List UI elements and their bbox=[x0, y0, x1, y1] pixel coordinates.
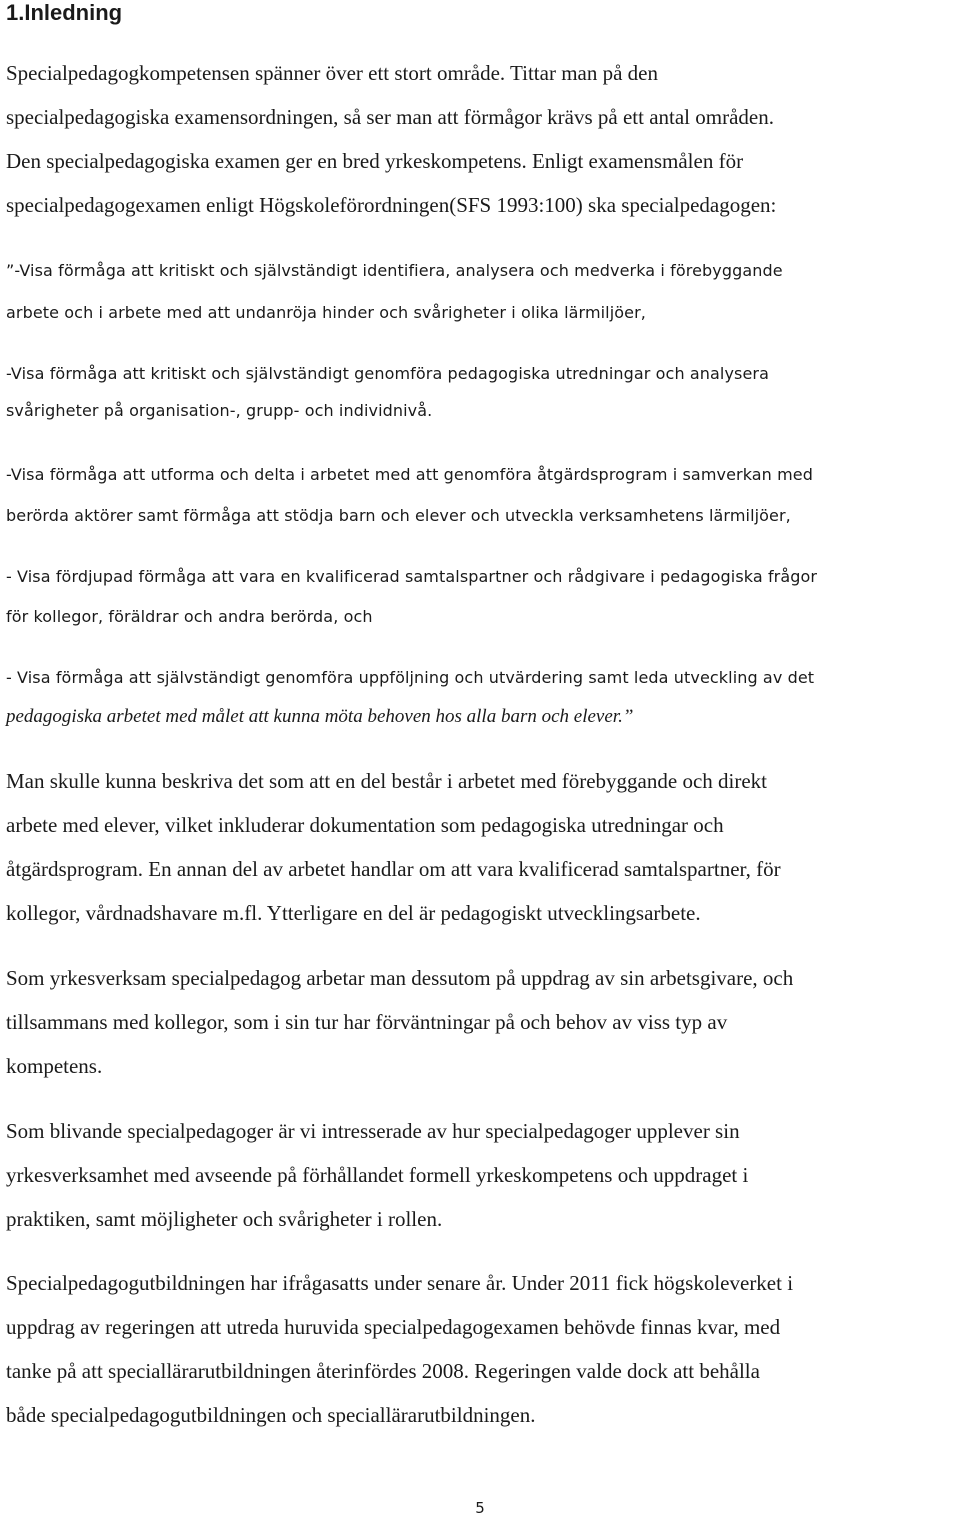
goal-closing-quote: pedagogiska arbetet med målet att kunna möta behoven hos alla barn och elever.” bbox=[6, 706, 634, 727]
section-heading: 1.Inledning bbox=[6, 0, 123, 25]
goal-line: - Visa förmåga att självständigt genomföra uppföljning och utvärdering samt leda utveckling av det bbox=[6, 668, 815, 687]
paragraph-line: tillsammans med kollegor, som i sin tur har förväntningar på och behov av viss typ av bbox=[6, 1010, 728, 1034]
goal-line: för kollegor, föräldrar och andra berörda, och bbox=[6, 607, 373, 626]
goal-line: - Visa fördjupad förmåga att vara en kvalificerad samtalspartner och rådgivare i pedagogiska frågor bbox=[6, 567, 818, 586]
paragraph-line: kollegor, vårdnadshavare m.fl. Ytterligare en del är pedagogiskt utvecklingsarbete. bbox=[6, 901, 701, 925]
paragraph-line: Som yrkesverksam specialpedagog arbetar man dessutom på uppdrag av sin arbetsgivare, och bbox=[6, 966, 794, 990]
paragraph-line: praktiken, samt möjligheter och svårigheter i rollen. bbox=[6, 1207, 443, 1231]
paragraph-line: tanke på att speciallärarutbildningen återinfördes 2008. Regeringen valde dock att behålla bbox=[6, 1359, 760, 1383]
goal-line: ”-Visa förmåga att kritiskt och självständigt identifiera, analysera och medverka i förebyggande bbox=[6, 261, 783, 280]
page-number: 5 bbox=[475, 1499, 485, 1517]
paragraph-line: Man skulle kunna beskriva det som att en del består i arbetet med förebyggande och direkt bbox=[6, 769, 768, 793]
paragraph-line: Som blivande specialpedagoger är vi intresserade av hur specialpedagoger upplever sin bbox=[6, 1119, 740, 1143]
goal-line: -Visa förmåga att utforma och delta i arbetet med att genomföra åtgärdsprogram i samverkan med bbox=[6, 465, 813, 484]
goal-line: arbete och i arbete med att undanröja hinder och svårigheter i olika lärmiljöer, bbox=[6, 303, 646, 322]
paragraph-line: arbete med elever, vilket inkluderar dokumentation som pedagogiska utredningar och bbox=[6, 813, 724, 837]
paragraph-line: uppdrag av regeringen att utreda huruvida specialpedagogexamen behövde finnas kvar, med bbox=[6, 1315, 781, 1339]
goal-line: svårigheter på organisation-, grupp- och individnivå. bbox=[6, 401, 433, 420]
goal-line: berörda aktörer samt förmåga att stödja barn och elever och utveckla verksamhetens lärmiljöer, bbox=[6, 506, 791, 525]
intro-line: specialpedagogiska examensordningen, så ser man att förmågor krävs på ett antal områden. bbox=[6, 105, 774, 129]
paragraph-line: Specialpedagogutbildningen har ifrågasatts under senare år. Under 2011 fick högskoleverket i bbox=[6, 1271, 794, 1295]
intro-line: specialpedagogexamen enligt Högskoleförordningen(SFS 1993:100) ska specialpedagogen: bbox=[6, 193, 777, 217]
paragraph-line: kompetens. bbox=[6, 1054, 103, 1078]
paragraph-line: både specialpedagogutbildningen och speciallärarutbildningen. bbox=[6, 1403, 536, 1427]
goal-line: -Visa förmåga att kritiskt och självständigt genomföra pedagogiska utredningar och analysera bbox=[6, 364, 770, 383]
paragraph-line: yrkesverksamhet med avseende på förhållandet formell yrkeskompetens och uppdraget i bbox=[6, 1163, 749, 1187]
intro-line: Specialpedagogkompetensen spänner över ett stort område. Tittar man på den bbox=[6, 61, 658, 85]
intro-line: Den specialpedagogiska examen ger en bred yrkeskompetens. Enligt examensmålen för bbox=[6, 149, 744, 173]
paragraph-line: åtgärdsprogram. En annan del av arbetet handlar om att vara kvalificerad samtalspartner, för bbox=[6, 857, 781, 881]
